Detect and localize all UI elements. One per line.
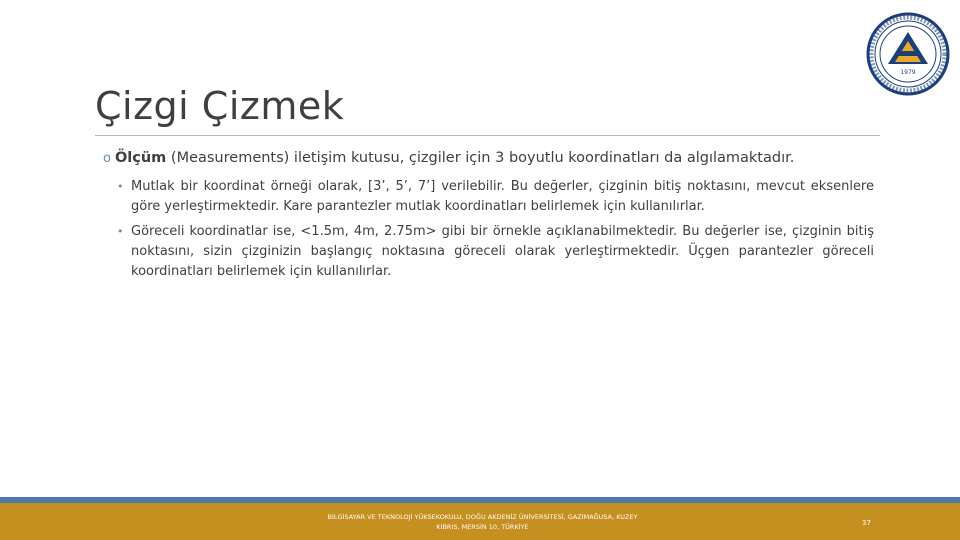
sub-point-absolute <box>117 177 874 217</box>
circle-bullet-icon: o <box>103 151 111 166</box>
bullet-icon: • <box>117 225 124 238</box>
sub-point-relative <box>117 222 874 282</box>
university-logo <box>866 12 950 96</box>
page-number: 37 <box>862 519 871 527</box>
bullet-icon: • <box>117 180 124 193</box>
main-point-term: Ölçüm <box>114 150 167 166</box>
sub-point-text: Göreceli koordinatlar ise, <1.5m, 4m, 2.75m> gibi bir örnekle açıklanabilmektedir. Bu değerler ise, çizginin bitiş noktasını, sizin çizginizin başlangıç noktasına göreceli olarak yerleştirmektedir. Üçgen parantezler göreceli koordinatları belirlemek için kullanılırlar. <box>131 224 874 279</box>
footer-address <box>305 512 660 532</box>
slide-title: Çizgi Çizmek <box>95 84 345 128</box>
footer-line-1: BİLGİSAYAR VE TEKNOLOJİ YÜKSEKOKULU, DOĞU AKDENİZ ÜNİVERSİTESİ, GAZİMAĞUSA, KUZEY <box>327 513 638 521</box>
main-point <box>103 150 893 166</box>
title-divider <box>95 135 880 136</box>
main-point-text: (Measurements) iletişim kutusu, çizgiler için 3 boyutlu koordinatları da algılamaktadır. <box>166 150 795 166</box>
footer-line-2: KIBRIS, MERSİN 10, TÜRKİYE <box>436 523 529 531</box>
svg-text:1979: 1979 <box>900 69 916 76</box>
sub-point-text: Mutlak bir koordinat örneği olarak, [3’, 5’, 7’] verilebilir. Bu değerler, çizginin bitiş noktasını, mevcut eksenlere göre yerleştirmektedir. Kare parantezler mutlak koordinatları belirlemek için kullanılırlar. <box>131 179 874 214</box>
